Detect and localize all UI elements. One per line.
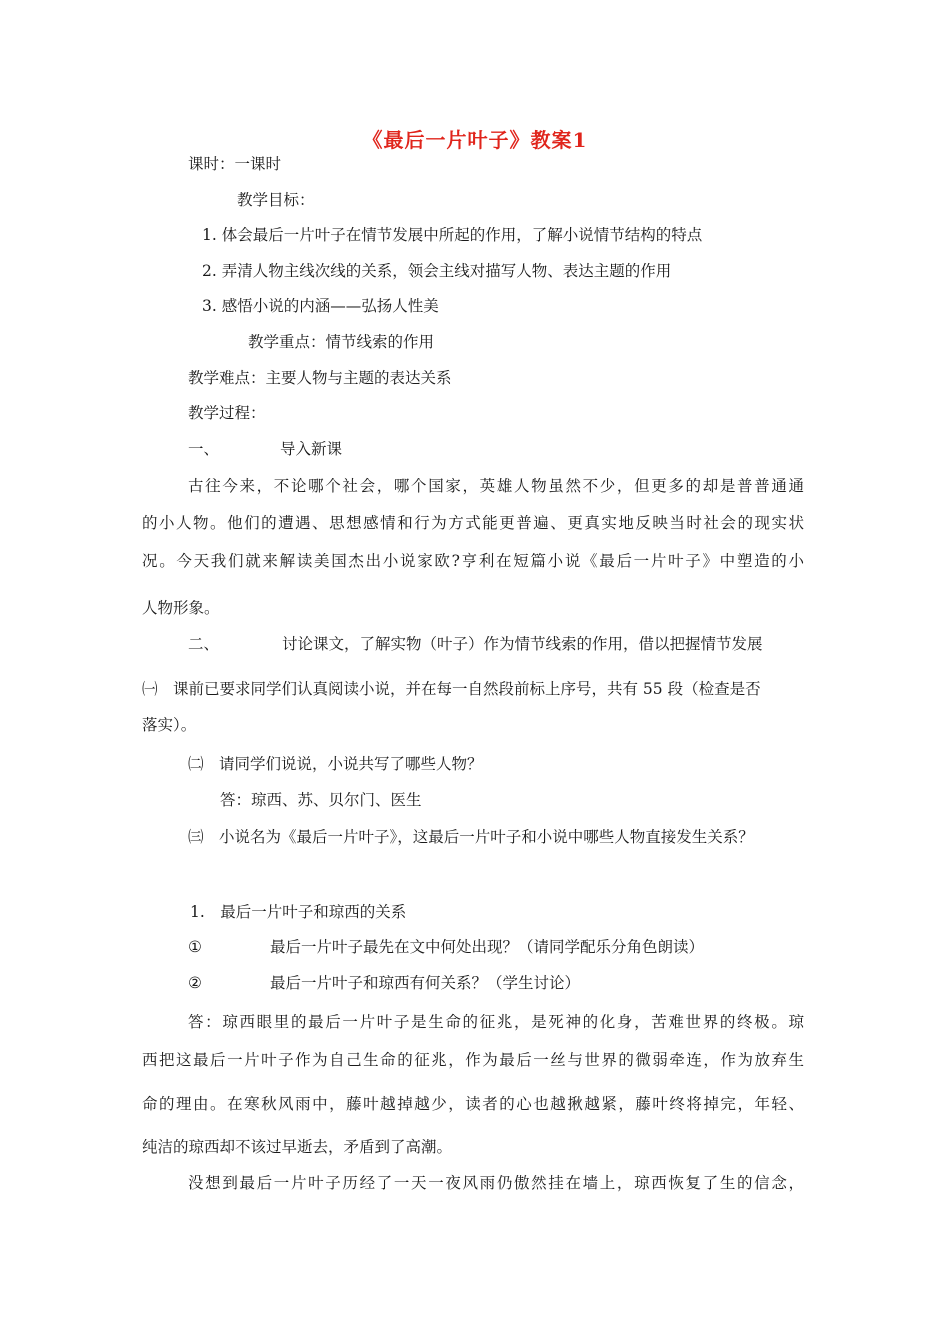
item-3: ㈢ 小说名为《最后一片叶子》，这最后一片叶子和小说中哪些人物直接发生关系？ bbox=[188, 828, 754, 846]
section-one-number: 一、 bbox=[188, 440, 220, 458]
item-1-continued: 落实）。 bbox=[142, 716, 197, 734]
answer-paragraph-line-1: 答：琼西眼里的最后一片叶子是生命的征兆，是死神的化身，苦难世界的终极。琼 bbox=[188, 1013, 804, 1031]
item-2: ㈡ 请同学们说说，小说共写了哪些人物？ bbox=[188, 755, 483, 773]
intro-paragraph-line-2: 的小人物。他们的遭遇、思想感情和行为方式能更普遍、更真实地反映当时社会的现实状 bbox=[142, 514, 804, 532]
answer-paragraph-line-3: 命的理由。在寒秋风雨中，藤叶越掉越少，读者的心也越揪越紧，藤叶终将掉完，年轻、 bbox=[142, 1095, 804, 1113]
question-1-marker: ① bbox=[188, 938, 202, 956]
item-2-answer: 答：琼西、苏、贝尔门、医生 bbox=[220, 791, 422, 809]
answer-paragraph-line-4: 纯洁的琼西却不该过早逝去，矛盾到了高潮。 bbox=[142, 1138, 453, 1156]
difficulty-point: 教学难点：主要人物与主题的表达关系 bbox=[188, 369, 452, 387]
subsection-1: 1. 最后一片叶子和琼西的关系 bbox=[190, 903, 407, 921]
section-one-title: 导入新课 bbox=[280, 440, 343, 458]
key-point: 教学重点：情节线索的作用 bbox=[248, 333, 435, 351]
process-heading: 教学过程： bbox=[188, 404, 266, 422]
intro-paragraph-line-3: 况。今天我们就来解读美国杰出小说家欧?亨利在短篇小说《最后一片叶子》中塑造的小 bbox=[142, 552, 804, 570]
objectives-heading: 教学目标： bbox=[237, 191, 315, 209]
question-2-marker: ② bbox=[188, 974, 202, 992]
question-1: 最后一片叶子最先在文中何处出现？（请同学配乐分角色朗读） bbox=[270, 938, 705, 956]
intro-paragraph-line-4: 人物形象。 bbox=[142, 599, 220, 617]
section-two-number: 二、 bbox=[188, 635, 220, 653]
section-two-title: 讨论课文，了解实物（叶子）作为情节线索的作用，借以把握情节发展 bbox=[282, 635, 763, 653]
closing-paragraph-line-1: 没想到最后一片叶子历经了一天一夜风雨仍傲然挂在墙上，琼西恢复了生的信念， bbox=[188, 1174, 804, 1192]
lesson-duration: 课时：一课时 bbox=[188, 155, 282, 173]
objective-3: 3. 感悟小说的内涵——弘扬人性美 bbox=[202, 297, 439, 315]
intro-paragraph-line-1: 古往今来，不论哪个社会，哪个国家，英雄人物虽然不少，但更多的却是普普通通 bbox=[188, 477, 804, 495]
objective-1: 1. 体会最后一片叶子在情节发展中所起的作用，了解小说情节结构的特点 bbox=[202, 226, 703, 244]
item-1: ㈠ 课前已要求同学们认真阅读小说，并在每一自然段前标上序号，共有 55 段（检查是否 bbox=[142, 680, 761, 698]
objective-2: 2. 弄清人物主线次线的关系，领会主线对描写人物、表达主题的作用 bbox=[202, 262, 672, 280]
document-title: 《最后一片叶子》教案1 bbox=[362, 128, 588, 152]
answer-paragraph-line-2: 西把这最后一片叶子作为自己生命的征兆，作为最后一丝与世界的微弱牵连，作为放弃生 bbox=[142, 1051, 804, 1069]
question-2: 最后一片叶子和琼西有何关系？（学生讨论） bbox=[270, 974, 581, 992]
